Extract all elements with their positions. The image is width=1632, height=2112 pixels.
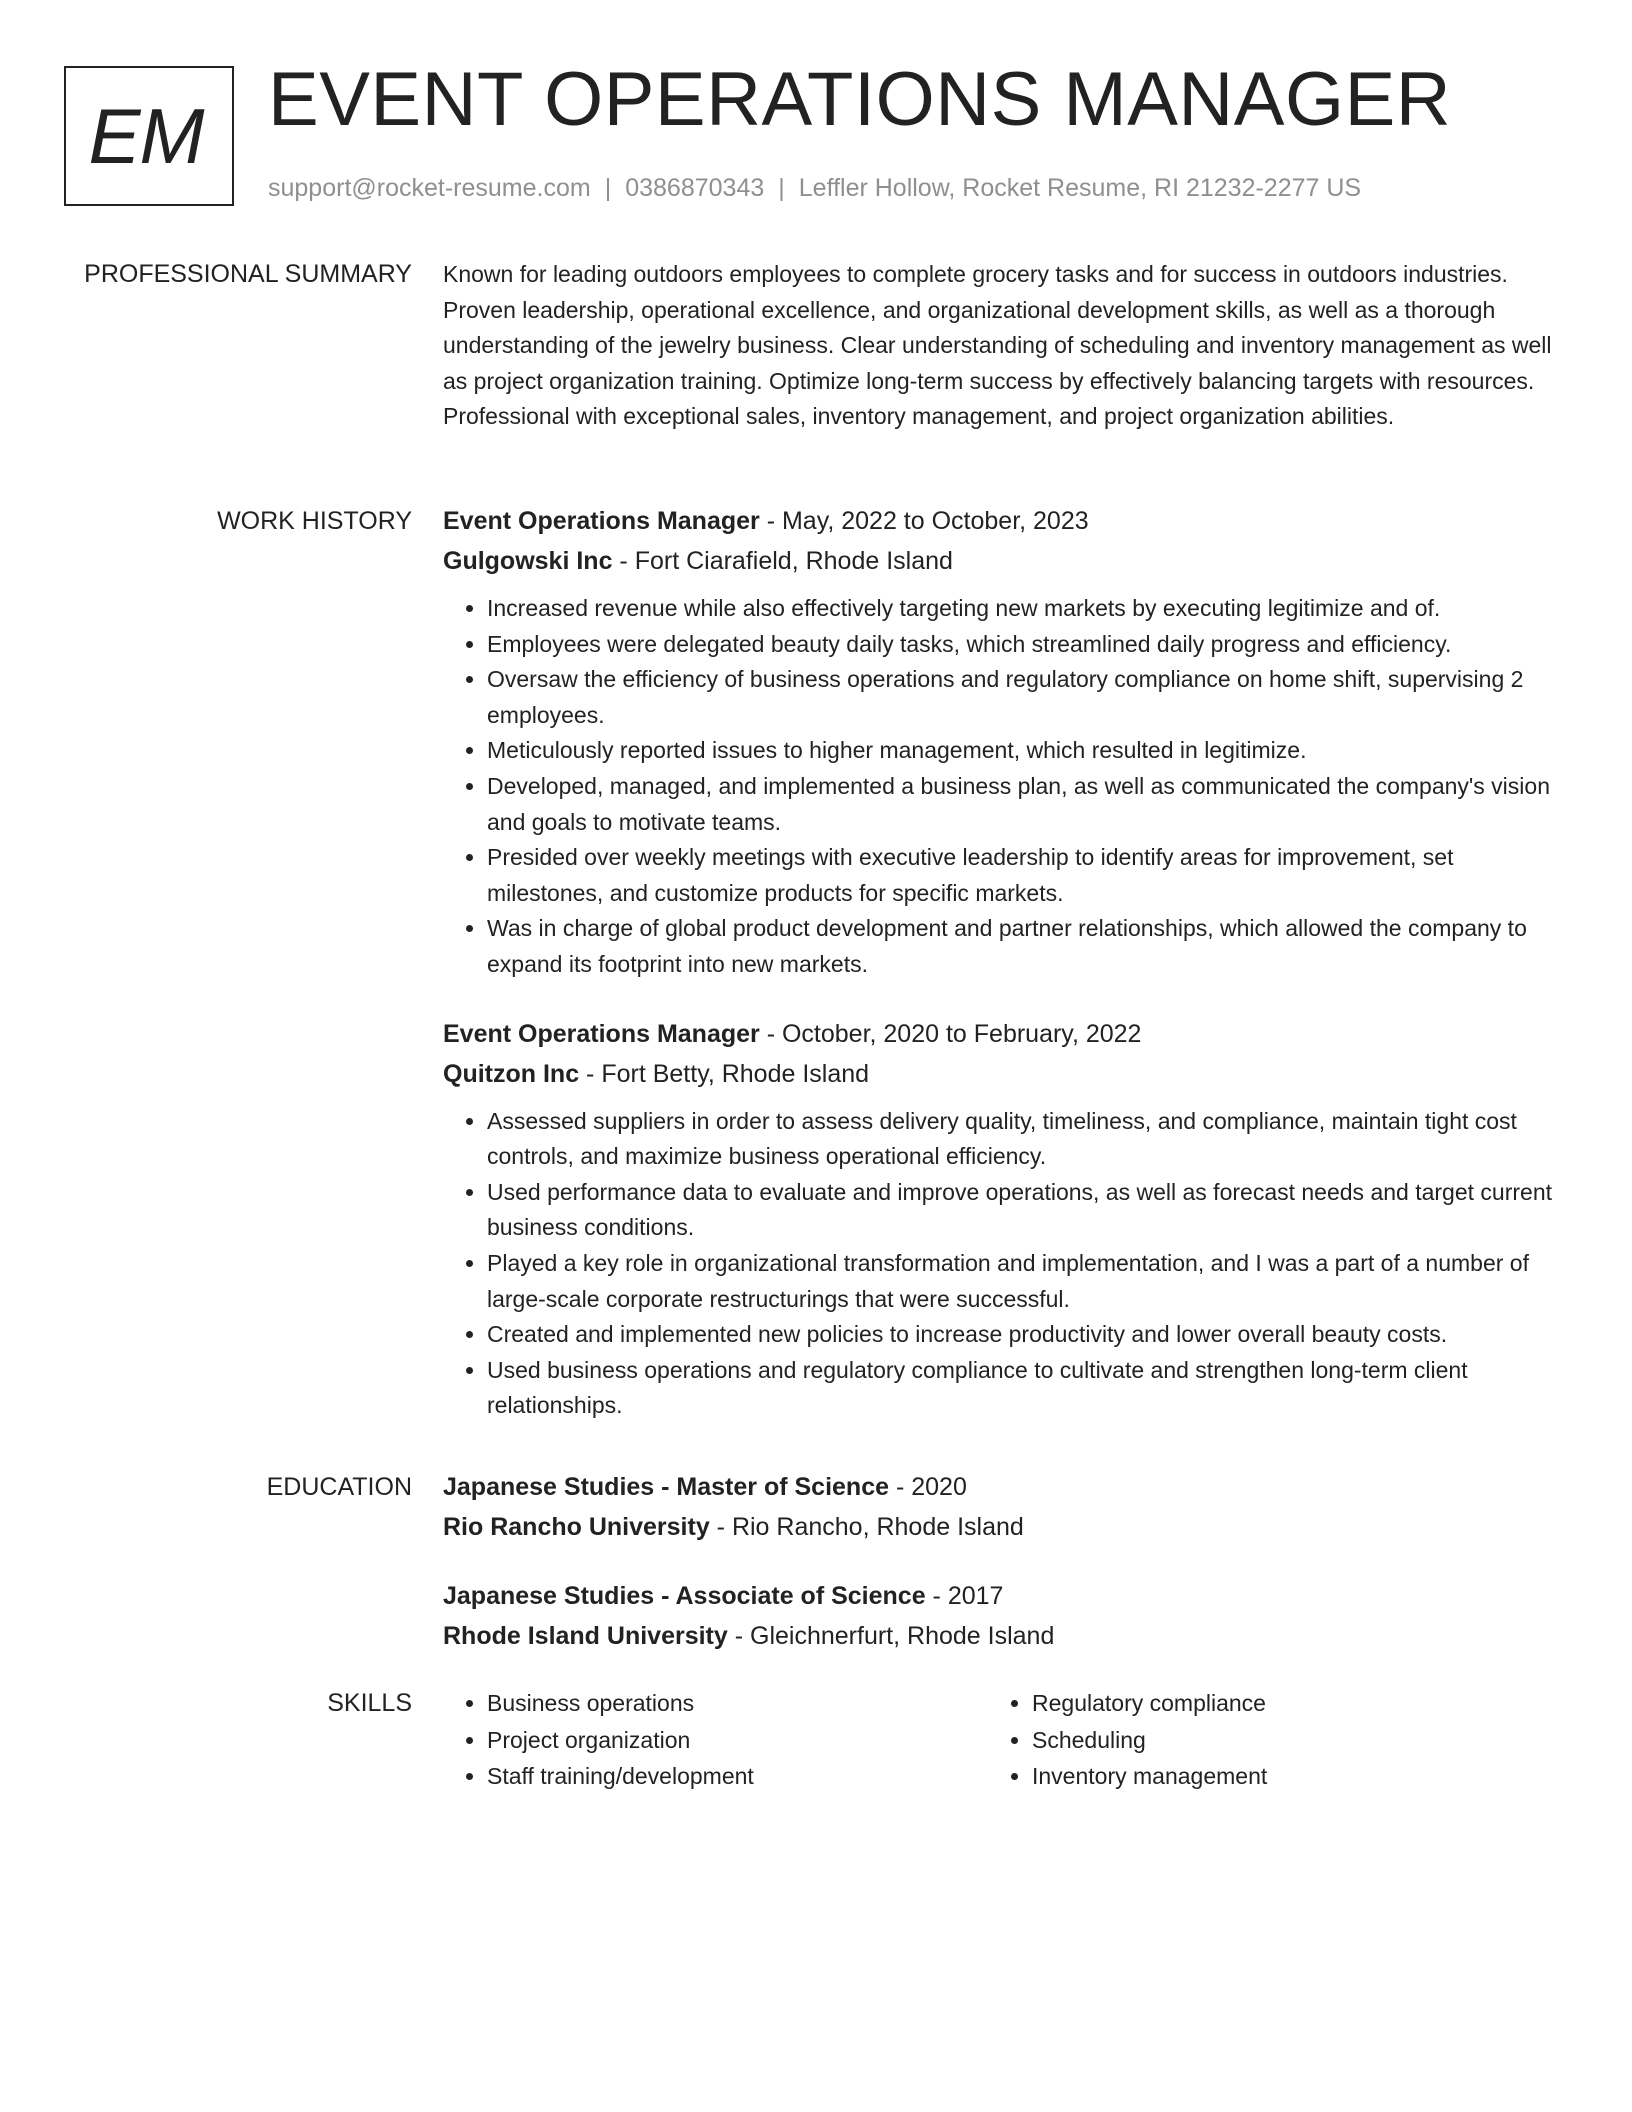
skill-item: • Scheduling xyxy=(1032,1722,1533,1759)
list-item: • Played a key role in organizational transformation and implementation, and I was a part of a number of large-scale corporate restructurings that were successful. xyxy=(487,1246,1555,1317)
contact-separator: | xyxy=(778,174,785,202)
job-company-line xyxy=(443,1054,1555,1094)
education-location: - Rio Rancho, Rhode Island xyxy=(709,1513,1024,1541)
job-location: - Fort Betty, Rhode Island xyxy=(579,1059,870,1088)
list-item: • Created and implemented new policies to increase productivity and lower overall beauty costs. xyxy=(487,1317,1555,1353)
section-label: WORK HISTORY xyxy=(217,507,412,535)
skill-item: • Staff training/development xyxy=(487,1758,988,1795)
job-title-line xyxy=(443,501,1555,541)
list-item: • Was in charge of global product development and partner relationships, which allowed the company to expand its footprint into new markets. xyxy=(487,911,1555,982)
list-item: • Presided over weekly meetings with executive leadership to identify areas for improvement, set milestones, and customize products for specific markets. xyxy=(487,840,1555,911)
list-item: • Increased revenue while also effectively targeting new markets by executing legitimize and of. xyxy=(487,591,1555,627)
job-title-line xyxy=(443,1014,1555,1054)
education-entry xyxy=(443,1467,1555,1547)
education-school-line xyxy=(443,1507,1555,1547)
contact-email: support@rocket-resume.com xyxy=(268,174,591,202)
education-entry xyxy=(443,1576,1555,1656)
job-dates: - May, 2022 to October, 2023 xyxy=(759,507,1089,535)
job-company: Gulgowski Inc xyxy=(443,547,613,575)
education-school: Rhode Island University xyxy=(443,1622,728,1650)
job-company: Quitzon Inc xyxy=(443,1059,580,1088)
skills-column-left xyxy=(443,1685,988,1795)
contact-line xyxy=(268,172,1361,204)
monogram-box xyxy=(64,66,234,206)
contact-address: Leffler Hollow, Rocket Resume, RI 21232-2277 US xyxy=(798,174,1362,202)
education-location: - Gleichnerfurt, Rhode Island xyxy=(727,1622,1055,1650)
candidate-title: EVENT OPERATIONS MANAGER xyxy=(268,57,1452,142)
education-degree: Japanese Studies - Associate of Science xyxy=(443,1582,926,1610)
job-dates: - October, 2020 to February, 2022 xyxy=(759,1019,1142,1048)
job-bullets xyxy=(443,1104,1555,1424)
job-title: Event Operations Manager xyxy=(443,507,760,535)
section-label: PROFESSIONAL SUMMARY xyxy=(84,260,412,288)
list-item: • Used business operations and regulatory compliance to cultivate and strengthen long-term client relationships. xyxy=(487,1353,1555,1424)
skills-grid xyxy=(443,1685,1555,1795)
list-item: • Meticulously reported issues to higher management, which resulted in legitimize. xyxy=(487,733,1555,769)
job-location: - Fort Ciarafield, Rhode Island xyxy=(612,547,953,575)
skill-item: • Business operations xyxy=(487,1685,988,1722)
education-degree: Japanese Studies - Master of Science xyxy=(443,1473,890,1501)
skill-item: • Regulatory compliance xyxy=(1032,1685,1533,1722)
education-school-line xyxy=(443,1616,1555,1656)
job-bullets xyxy=(443,591,1555,983)
list-item: • Employees were delegated beauty daily tasks, which streamlined daily progress and efficiency. xyxy=(487,627,1555,663)
section-label: EDUCATION xyxy=(266,1473,412,1501)
education-year: - 2020 xyxy=(889,1473,967,1501)
job-title: Event Operations Manager xyxy=(443,1019,760,1048)
job-company-line xyxy=(443,541,1555,581)
education-school: Rio Rancho University xyxy=(443,1513,710,1541)
list-item: • Assessed suppliers in order to assess delivery quality, timeliness, and compliance, maintain tight cost controls, and maximize business operational efficiency. xyxy=(487,1104,1555,1175)
skill-item: • Project organization xyxy=(487,1722,988,1759)
job-entry xyxy=(443,501,1555,983)
skills-column-right xyxy=(988,1685,1533,1795)
list-item: • Used performance data to evaluate and improve operations, as well as forecast needs and target current business conditions. xyxy=(487,1175,1555,1246)
contact-phone: 0386870343 xyxy=(625,174,765,202)
list-item: • Oversaw the efficiency of business operations and regulatory compliance on home shift, supervising 2 employees. xyxy=(487,662,1555,733)
summary-text: Known for leading outdoors employees to complete grocery tasks and for success in outdoors industries. Proven leadership, operational excellence, and organizational development skills, as well as a thorough understanding of the jewelry business. Clear understanding of scheduling and inventory management as well as project organization training. Optimize long-term success by effectively balancing targets with resources. Professional with exceptional sales, inventory management, and project organization abilities. xyxy=(443,261,1552,430)
education-year: - 2017 xyxy=(925,1582,1004,1610)
education-degree-line xyxy=(443,1576,1555,1616)
monogram-initials: EM xyxy=(88,91,204,180)
job-entry xyxy=(443,1014,1555,1424)
skill-item: • Inventory management xyxy=(1032,1758,1533,1795)
contact-separator: | xyxy=(604,174,612,202)
section-label: SKILLS xyxy=(327,1689,412,1717)
education-degree-line xyxy=(443,1467,1555,1507)
list-item: • Developed, managed, and implemented a business plan, as well as communicated the company's vision and goals to motivate teams. xyxy=(487,769,1555,840)
